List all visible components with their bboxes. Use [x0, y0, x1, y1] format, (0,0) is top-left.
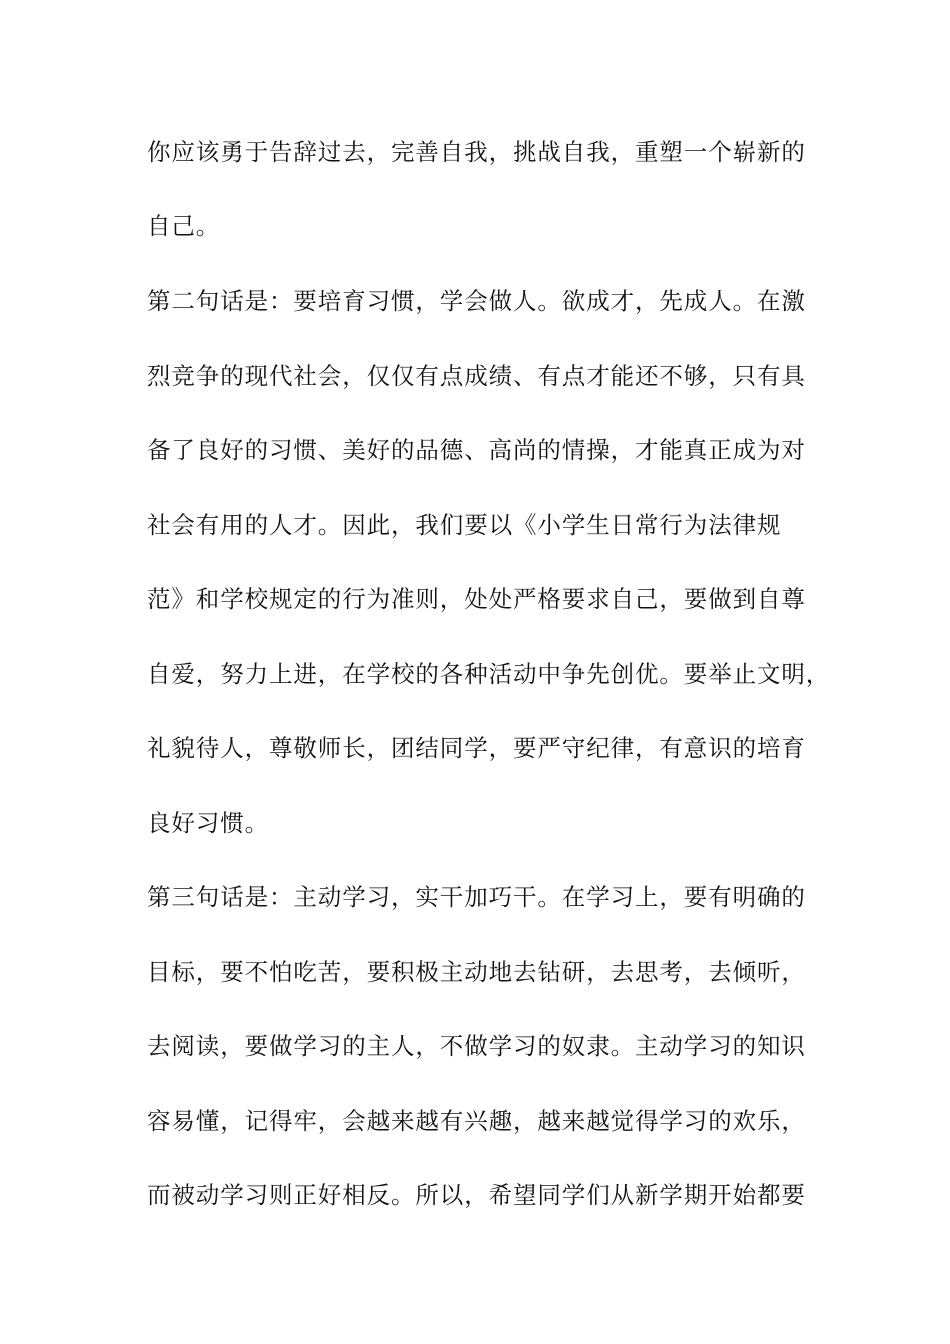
- text-line: 你应该勇于告辞过去，完善自我，挑战自我，重塑一个崭新的: [147, 138, 806, 166]
- text-line: 自己。: [147, 212, 221, 240]
- text-line: 礼貌待人，尊敬师长，团结同学，要严守纪律，有意识的培育: [147, 734, 806, 762]
- text-line: 第二句话是：要培育习惯，学会做人。欲成才，先成人。在激: [147, 287, 806, 315]
- text-line: 范》和学校规定的行为准则，处处严格要求自己，要做到自尊: [147, 585, 806, 613]
- text-line: 烈竞争的现代社会，仅仅有点成绩、有点才能还不够，只有具: [147, 362, 806, 390]
- text-line: 而被动学习则正好相反。所以，希望同学们从新学期开始都要: [147, 1181, 806, 1209]
- text-line: 备了良好的习惯、美好的品德、高尚的情操，才能真正成为对: [147, 436, 806, 464]
- text-line: 容易懂，记得牢，会越来越有兴趣，越来越觉得学习的欢乐，: [147, 1107, 806, 1135]
- text-line: 目标，要不怕吃苦，要积极主动地去钻研，去思考，去倾听，: [147, 958, 806, 986]
- text-line: 自爱，努力上进，在学校的各种活动中争先创优。要举止文明，: [147, 660, 831, 688]
- text-line: 良好习惯。: [147, 809, 269, 837]
- text-line: 社会有用的人才。因此，我们要以《小学生日常行为法律规: [147, 511, 782, 539]
- text-line: 去阅读，要做学习的主人，不做学习的奴隶。主动学习的知识: [147, 1032, 806, 1060]
- text-line: 第三句话是：主动学习，实干加巧干。在学习上，要有明确的: [147, 883, 806, 911]
